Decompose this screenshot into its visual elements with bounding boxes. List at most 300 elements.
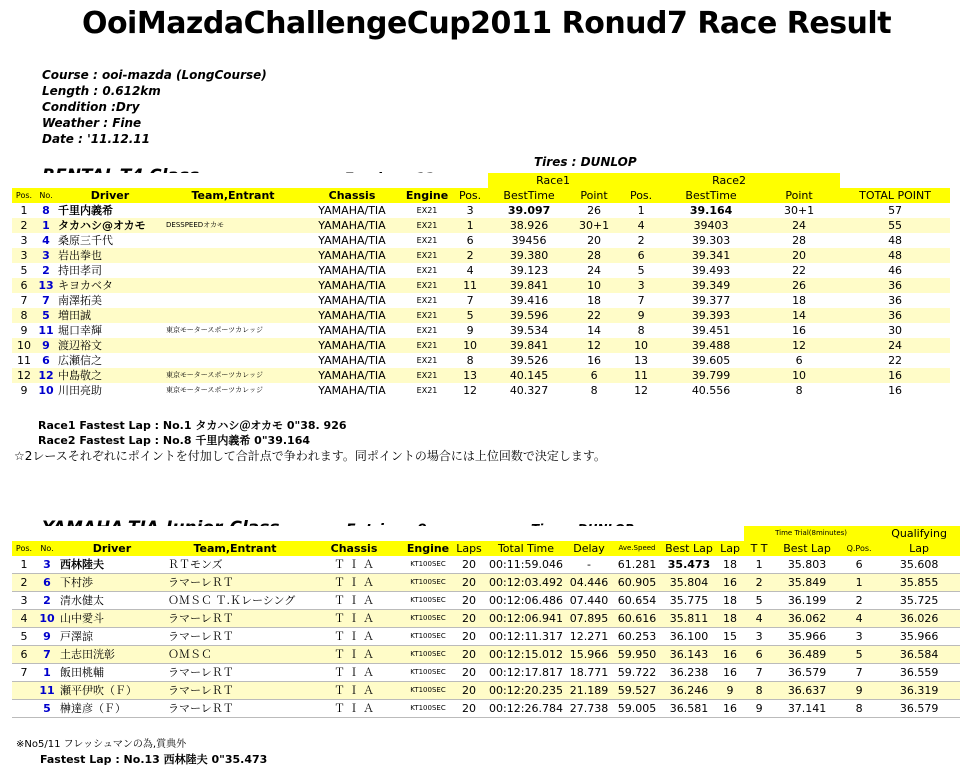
cell-race1-pos: 11 xyxy=(452,278,488,293)
cell-race2-best: 39.799 xyxy=(664,368,758,383)
col-header: No. xyxy=(36,188,56,203)
cell-pos: 5 xyxy=(20,630,28,643)
cell-laps: 20 xyxy=(462,666,476,679)
cell-race1-pos: 5 xyxy=(452,308,488,323)
cell-tt-best-lap: 36.489 xyxy=(774,646,840,664)
cell-race2-point: 22 xyxy=(792,264,807,277)
cell-no: 10 xyxy=(38,384,54,397)
cell-no: 12 xyxy=(36,368,56,383)
cell-race2-pos: 12 xyxy=(634,384,649,397)
cell-chassis: YAMAHA/TIA xyxy=(302,338,402,353)
col-header: Laps xyxy=(452,541,486,556)
cell-total-time: 00:12:06.941 xyxy=(486,610,566,628)
cell-qual-lap: 35.966 xyxy=(899,630,939,643)
cell-driver: 広瀬信之 xyxy=(58,354,102,367)
col-header: Q.Pos. xyxy=(840,541,878,556)
cell-chassis: YAMAHA/TIA xyxy=(302,308,402,323)
cell-race1-pos: 9 xyxy=(466,324,474,337)
cell-tt-best-lap: 36.637 xyxy=(774,682,840,700)
cell-engine: EX21 xyxy=(416,266,438,275)
cell-race1-best: 39.123 xyxy=(509,264,549,277)
class2-fastest-lap: Fastest Lap : No.13 西林陸夫 0"35.473 xyxy=(40,753,268,766)
cell-qpos: 9 xyxy=(840,682,878,700)
cell-engine: EX21 xyxy=(416,356,438,365)
cell-no: 11 xyxy=(38,324,54,337)
cell-pos: 2 xyxy=(12,218,36,233)
cell-race1-best: 38.926 xyxy=(488,218,570,233)
cell-race1-pos: 8 xyxy=(466,354,474,367)
cell-total-time: 00:12:20.235 xyxy=(486,682,566,700)
cell-team: ＯＭＳＣ Ｔ.Ｋレーシング xyxy=(168,594,296,607)
table-row xyxy=(12,700,960,718)
cell-chassis: Ｔ Ｉ Ａ xyxy=(304,574,404,592)
cell-chassis: YAMAHA/TIA xyxy=(318,234,386,247)
cell-total: 46 xyxy=(888,264,903,277)
cell-qual-lap: 36.319 xyxy=(878,682,960,700)
cell-chassis: Ｔ Ｉ Ａ xyxy=(304,682,404,700)
cell-qual-lap: 36.559 xyxy=(899,666,939,679)
col-header: Engine xyxy=(404,541,452,556)
table-row xyxy=(12,628,960,646)
cell-no: 8 xyxy=(42,204,50,217)
table-row xyxy=(12,263,950,278)
cell-pos: 12 xyxy=(12,368,36,383)
col-header: Point xyxy=(758,188,840,203)
cell-engine: EX21 xyxy=(416,206,438,215)
cell-race1-pos: 2 xyxy=(452,248,488,263)
col-header: Pos. xyxy=(452,188,488,203)
cell-race1-pos: 3 xyxy=(466,204,474,217)
cell-tt-best-lap: 36.579 xyxy=(787,666,827,679)
cell-driver: 桑原三千代 xyxy=(58,234,113,247)
cell-race2-point: 12 xyxy=(758,338,840,353)
table-row xyxy=(12,293,950,308)
class2-results-table xyxy=(12,526,960,718)
cell-engine: KT100SEC xyxy=(410,704,446,712)
table-row xyxy=(12,610,960,628)
cell-total: 22 xyxy=(888,354,903,367)
cell-delay: 12.271 xyxy=(569,630,609,643)
cell-qpos: 2 xyxy=(855,594,863,607)
cell-driver: 戸澤諒 xyxy=(60,630,93,643)
race1-label: Race1 xyxy=(488,173,618,188)
cell-no: 2 xyxy=(42,264,50,277)
cell-race2-best: 39.493 xyxy=(691,264,731,277)
race1-fastest-lap: Race1 Fastest Lap : No.1 タカハシ＠オカモ 0"38. 926 xyxy=(38,419,347,432)
cell-race1-best: 39.526 xyxy=(509,354,549,367)
col-header: BestTime xyxy=(488,188,570,203)
cell-engine: KT100SEC xyxy=(410,668,446,676)
col-header: Ave.Speed xyxy=(612,541,662,556)
cell-total-time: 00:12:11.317 xyxy=(489,630,563,643)
cell-lap: 18 xyxy=(716,610,744,628)
cell-race1-pos: 7 xyxy=(466,294,474,307)
cell-engine: KT100SEC xyxy=(404,646,452,664)
table-row xyxy=(12,338,950,353)
race2-label: Race2 xyxy=(618,173,840,188)
col-header: No. xyxy=(36,541,58,556)
cell-team xyxy=(164,233,302,248)
race2-fastest-lap: Race2 Fastest Lap : No.8 千里内義希 0"39.164 xyxy=(38,434,311,447)
qualifying-label: Qualifying xyxy=(878,526,960,541)
cell-race1-point: 10 xyxy=(570,278,618,293)
cell-race2-point: 6 xyxy=(795,354,803,367)
tt-group-header xyxy=(12,526,960,541)
cell-team: 東京モータースポーツカレッジ xyxy=(166,326,264,334)
cell-pos: 7 xyxy=(20,666,28,679)
cell-delay: 15.966 xyxy=(566,646,612,664)
cell-tt: 3 xyxy=(755,630,763,643)
cell-driver: 西林陸夫 xyxy=(60,558,104,571)
table-row xyxy=(12,203,950,218)
time-trial-label: Time Trial(8minutes) xyxy=(744,526,878,541)
cell-team xyxy=(164,203,302,218)
cell-pos xyxy=(12,700,36,718)
cell-no: 7 xyxy=(36,646,58,664)
info-weather: Weather : Fine xyxy=(42,116,142,130)
cell-engine: KT100SEC xyxy=(410,596,446,604)
cell-race1-point: 28 xyxy=(570,248,618,263)
cell-qual-lap: 36.584 xyxy=(878,646,960,664)
cell-delay: - xyxy=(587,558,591,571)
cell-chassis: Ｔ Ｉ Ａ xyxy=(334,594,374,607)
cell-team: ラマーレＲＴ xyxy=(168,666,234,679)
cell-tt: 6 xyxy=(744,646,774,664)
cell-delay: 21.189 xyxy=(566,682,612,700)
cell-delay: 04.446 xyxy=(566,574,612,592)
cell-no: 1 xyxy=(43,666,51,679)
cell-qpos: 8 xyxy=(855,702,863,715)
cell-ave-speed: 60.616 xyxy=(612,610,662,628)
cell-qpos: 3 xyxy=(855,630,863,643)
cell-driver: 瀬平伊吹（Ｆ） xyxy=(58,682,166,700)
cell-race1-point: 14 xyxy=(587,324,602,337)
col-header: BestTime xyxy=(664,188,758,203)
cell-engine: EX21 xyxy=(416,236,438,245)
cell-qual-lap: 36.026 xyxy=(878,610,960,628)
table-row xyxy=(12,218,950,233)
cell-laps: 20 xyxy=(452,682,486,700)
cell-race2-best: 39.341 xyxy=(664,248,758,263)
cell-no: 3 xyxy=(43,558,51,571)
cell-ave-speed: 59.950 xyxy=(612,646,662,664)
cell-no: 6 xyxy=(42,354,50,367)
cell-lap: 15 xyxy=(723,630,738,643)
cell-engine: KT100SEC xyxy=(410,632,446,640)
cell-best-lap: 35.775 xyxy=(669,594,709,607)
cell-total: 55 xyxy=(840,218,950,233)
cell-total: 30 xyxy=(888,324,903,337)
table-row xyxy=(12,646,960,664)
cell-total-time: 00:12:06.486 xyxy=(489,594,563,607)
table-row xyxy=(12,308,950,323)
cell-driver: 増田誠 xyxy=(56,308,164,323)
class1-results-table xyxy=(12,173,950,398)
cell-team xyxy=(164,338,302,353)
cell-qpos: 4 xyxy=(840,610,878,628)
cell-pos: 11 xyxy=(17,354,31,367)
cell-no: 9 xyxy=(43,630,51,643)
table-row xyxy=(12,278,950,293)
cell-race1-best: 39.841 xyxy=(488,338,570,353)
cell-race1-point: 22 xyxy=(570,308,618,323)
cell-race2-pos: 1 xyxy=(637,204,645,217)
col-header: Best Lap xyxy=(774,541,840,556)
cell-race1-pos: 1 xyxy=(452,218,488,233)
cell-total-time: 00:12:26.784 xyxy=(489,702,563,715)
cell-total: 16 xyxy=(840,368,950,383)
cell-pos: 2 xyxy=(12,574,36,592)
cell-driver: 千里内義希 xyxy=(58,204,113,217)
cell-team: 東京モータースポーツカレッジ xyxy=(164,368,302,383)
col-header: Point xyxy=(570,188,618,203)
cell-race1-best: 39.534 xyxy=(509,324,549,337)
cell-tt: 9 xyxy=(755,702,763,715)
cell-engine: EX21 xyxy=(416,326,438,335)
cell-race1-best: 40.145 xyxy=(488,368,570,383)
cell-tt-best-lap: 36.062 xyxy=(774,610,840,628)
col-header: Engine xyxy=(402,188,452,203)
cell-race2-pos: 8 xyxy=(637,324,645,337)
col-header: T T xyxy=(744,541,774,556)
table-header xyxy=(12,541,960,556)
cell-qual-lap: 35.608 xyxy=(899,558,939,571)
cell-lap: 16 xyxy=(716,646,744,664)
cell-best-lap: 35.811 xyxy=(662,610,716,628)
cell-chassis: YAMAHA/TIA xyxy=(318,264,386,277)
cell-delay: 07.440 xyxy=(569,594,609,607)
cell-race2-best: 39.377 xyxy=(691,294,731,307)
cell-no: 10 xyxy=(36,610,58,628)
table-row xyxy=(12,233,950,248)
cell-race2-pos: 2 xyxy=(637,234,645,247)
cell-driver: 川田亮助 xyxy=(58,384,102,397)
cell-race2-pos: 6 xyxy=(618,248,664,263)
cell-race2-pos: 4 xyxy=(618,218,664,233)
cell-total-time: 00:12:03.492 xyxy=(486,574,566,592)
cell-chassis: YAMAHA/TIA xyxy=(318,354,386,367)
cell-chassis: YAMAHA/TIA xyxy=(302,368,402,383)
cell-lap: 18 xyxy=(723,594,738,607)
cell-driver: 山中愛斗 xyxy=(58,610,166,628)
col-header: Total Time xyxy=(486,541,566,556)
col-header: Driver xyxy=(56,188,164,203)
info-length: Length : 0.612km xyxy=(42,84,161,98)
cell-pos: 5 xyxy=(20,264,28,277)
col-header: Driver xyxy=(58,541,166,556)
cell-chassis: Ｔ Ｉ Ａ xyxy=(304,646,404,664)
cell-laps: 20 xyxy=(462,702,476,715)
cell-driver: 中島敬之 xyxy=(56,368,164,383)
cell-race2-best: 39.605 xyxy=(691,354,731,367)
cell-tt-best-lap: 37.141 xyxy=(787,702,827,715)
cell-pos: 4 xyxy=(12,610,36,628)
cell-lap: 9 xyxy=(716,682,744,700)
cell-best-lap: 36.143 xyxy=(662,646,716,664)
cell-no: 9 xyxy=(36,338,56,353)
cell-chassis: Ｔ Ｉ Ａ xyxy=(334,702,374,715)
cell-engine: EX21 xyxy=(416,386,438,395)
cell-total: 36 xyxy=(840,308,950,323)
cell-race2-best: 39.488 xyxy=(664,338,758,353)
cell-driver: 下村渉 xyxy=(58,574,166,592)
cell-total: 57 xyxy=(888,204,903,217)
cell-team: ラマーレＲＴ xyxy=(166,574,304,592)
cell-no: 7 xyxy=(42,294,50,307)
cell-race1-point: 16 xyxy=(587,354,602,367)
cell-race2-point: 20 xyxy=(758,248,840,263)
cell-engine: EX21 xyxy=(402,278,452,293)
cell-race1-pos: 12 xyxy=(463,384,478,397)
col-header: Pos. xyxy=(12,188,36,203)
cell-race1-best: 40.327 xyxy=(509,384,549,397)
cell-no: 2 xyxy=(43,594,51,607)
cell-engine: EX21 xyxy=(402,338,452,353)
cell-pos: 9 xyxy=(20,324,28,337)
cell-chassis: Ｔ Ｉ Ａ xyxy=(334,630,374,643)
cell-total-time: 00:12:17.817 xyxy=(489,666,563,679)
cell-driver: 渡辺裕文 xyxy=(56,338,164,353)
cell-driver: 土志田洸彰 xyxy=(58,646,166,664)
cell-race1-point: 12 xyxy=(570,338,618,353)
table-header xyxy=(12,188,950,203)
table-row xyxy=(12,248,950,263)
cell-tt-best-lap: 35.849 xyxy=(774,574,840,592)
cell-race2-pos: 13 xyxy=(634,354,649,367)
cell-race1-pos: 13 xyxy=(452,368,488,383)
cell-engine: KT100SEC xyxy=(410,560,446,568)
cell-engine: EX21 xyxy=(402,308,452,323)
cell-race2-pos: 11 xyxy=(618,368,664,383)
info-course: Course : ooi-mazda (LongCourse) xyxy=(42,68,267,82)
cell-pos: 7 xyxy=(20,294,28,307)
cell-driver: キヨカベタ xyxy=(56,278,164,293)
cell-tt: 4 xyxy=(744,610,774,628)
race-info xyxy=(42,67,267,147)
cell-qpos: 7 xyxy=(855,666,863,679)
table-row xyxy=(12,323,950,338)
cell-no: 5 xyxy=(36,308,56,323)
cell-race1-pos: 4 xyxy=(466,264,474,277)
cell-pos: 1 xyxy=(20,558,28,571)
cell-engine: EX21 xyxy=(416,296,438,305)
col-header: Team,Entrant xyxy=(164,188,302,203)
cell-race2-point: 8 xyxy=(795,384,803,397)
table-row xyxy=(12,664,960,682)
cell-no: 3 xyxy=(36,248,56,263)
cell-delay: 18.771 xyxy=(569,666,609,679)
cell-delay: 07.895 xyxy=(566,610,612,628)
cell-delay: 27.738 xyxy=(569,702,609,715)
col-header: Chassis xyxy=(304,541,404,556)
cell-ave-speed: 60.253 xyxy=(617,630,657,643)
cell-team: ラマーレＲＴ xyxy=(166,610,304,628)
cell-chassis: YAMAHA/TIA xyxy=(318,384,386,397)
cell-race1-pos: 10 xyxy=(452,338,488,353)
cell-qual-lap: 35.725 xyxy=(899,594,939,607)
cell-driver: 岩出拳也 xyxy=(56,248,164,263)
cell-engine: KT100SEC xyxy=(404,682,452,700)
cell-race2-best: 39.303 xyxy=(691,234,731,247)
cell-team: ＲＴモンズ xyxy=(168,558,223,571)
cell-pos: 6 xyxy=(12,646,36,664)
cell-qpos: 5 xyxy=(840,646,878,664)
cell-total: 24 xyxy=(840,338,950,353)
cell-best-lap: 36.100 xyxy=(669,630,709,643)
table-row xyxy=(12,556,960,574)
cell-engine: EX21 xyxy=(402,368,452,383)
cell-tt-best-lap: 35.966 xyxy=(787,630,827,643)
cell-driver: 持田孝司 xyxy=(58,264,102,277)
cell-total: 48 xyxy=(888,234,903,247)
cell-race2-best: 40.556 xyxy=(691,384,731,397)
cell-race2-best: 39.164 xyxy=(689,204,733,217)
cell-race1-point: 18 xyxy=(587,294,602,307)
cell-total: 36 xyxy=(840,278,950,293)
cell-team xyxy=(164,308,302,323)
cell-race2-best: 39.349 xyxy=(664,278,758,293)
cell-tt: 1 xyxy=(755,558,763,571)
cell-team xyxy=(164,278,302,293)
cell-chassis: YAMAHA/TIA xyxy=(302,248,402,263)
cell-tt: 5 xyxy=(755,594,763,607)
cell-chassis: Ｔ Ｉ Ａ xyxy=(334,558,374,571)
col-header: Pos. xyxy=(618,188,664,203)
col-header: Team,Entrant xyxy=(166,541,304,556)
cell-laps: 20 xyxy=(452,610,486,628)
cell-race2-pos: 10 xyxy=(618,338,664,353)
cell-race1-point: 30+1 xyxy=(570,218,618,233)
col-header: TOTAL POINT xyxy=(840,188,950,203)
cell-race1-pos: 6 xyxy=(466,234,474,247)
cell-team: DESSPEEDオカモ xyxy=(164,218,302,233)
cell-engine: EX21 xyxy=(402,248,452,263)
cell-race2-point: 14 xyxy=(758,308,840,323)
cell-race2-pos: 7 xyxy=(637,294,645,307)
cell-race1-point: 8 xyxy=(590,384,598,397)
cell-race2-best: 39403 xyxy=(664,218,758,233)
cell-best-lap: 35.804 xyxy=(662,574,716,592)
cell-tt-best-lap: 35.803 xyxy=(787,558,827,571)
cell-laps: 20 xyxy=(462,558,476,571)
cell-race1-point: 6 xyxy=(570,368,618,383)
cell-engine: KT100SEC xyxy=(404,610,452,628)
cell-chassis: YAMAHA/TIA xyxy=(318,294,386,307)
cell-pos: 8 xyxy=(12,308,36,323)
cell-engine: EX21 xyxy=(402,218,452,233)
cell-laps: 20 xyxy=(462,594,476,607)
col-header: Lap xyxy=(716,541,744,556)
cell-race2-point: 30+1 xyxy=(783,204,815,217)
cell-tt: 2 xyxy=(744,574,774,592)
cell-pos: 3 xyxy=(20,594,28,607)
cell-pos: 3 xyxy=(12,248,36,263)
cell-best-lap: 36.246 xyxy=(662,682,716,700)
cell-race2-pos: 9 xyxy=(618,308,664,323)
cell-chassis: YAMAHA/TIA xyxy=(318,324,386,337)
cell-tt: 8 xyxy=(744,682,774,700)
cell-race1-best: 39.596 xyxy=(488,308,570,323)
cell-laps: 20 xyxy=(452,646,486,664)
cell-ave-speed: 59.722 xyxy=(617,666,657,679)
table-row xyxy=(12,682,960,700)
cell-ave-speed: 59.527 xyxy=(612,682,662,700)
cell-total: 48 xyxy=(840,248,950,263)
cell-driver: 清水健太 xyxy=(60,594,104,607)
cell-lap: 16 xyxy=(723,702,738,715)
cell-race2-point: 26 xyxy=(758,278,840,293)
cell-chassis: Ｔ Ｉ Ａ xyxy=(304,610,404,628)
